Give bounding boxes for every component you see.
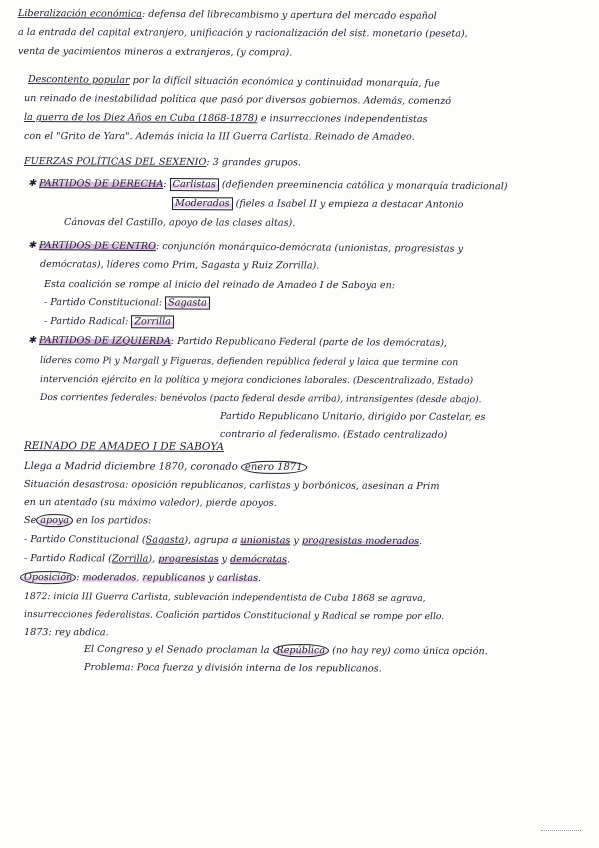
- date-circled: enero 1871: [241, 461, 307, 474]
- term-republicanos: republicanos: [142, 572, 206, 584]
- term-republica-circled: República: [272, 644, 329, 657]
- text-segment: - Partido Radical:: [43, 316, 129, 328]
- term-carlistas: carlistas: [216, 572, 259, 584]
- text-line: [84, 644, 488, 658]
- term-democratas: demócratas: [230, 554, 287, 566]
- text-line: insurrecciones federalistas. Coalición partidos Constitucional y Radical se rompe por ello.: [23, 609, 445, 623]
- text-segment: .: [419, 536, 423, 548]
- text-line: ✱ PARTIDOS DE CENTRO: conjunción monárquico-demócrata (unionistas, progresistas y: [27, 240, 464, 255]
- text-segment: (fieles a Isabel II y empieza a destacar Antonio: [232, 198, 464, 211]
- term-unionistas: unionistas: [240, 535, 291, 547]
- text-line: ✱ PARTIDOS DE IZQUIERDA: Partido Republicano Federal (parte de los demócratas),: [27, 335, 448, 349]
- term-apoya-circled: apoya: [36, 514, 73, 527]
- term-guerra-diez-anos: la guerra de los Diez Años en Cuba (1868-1878): [23, 112, 258, 125]
- text-segment: El Congreso y el Senado proclaman la: [83, 644, 273, 656]
- page-footer-mark: [541, 830, 581, 836]
- text-segment: ),: [148, 553, 159, 565]
- text-line: [20, 572, 261, 585]
- text-segment: y: [205, 572, 217, 584]
- text-line: Situación desastrosa: oposición republicanos, carlistas y borbónicos, asesinan a Prim: [23, 479, 440, 493]
- text-segment: : 3 grandes grupos.: [206, 156, 302, 169]
- text-segment: en los partidos:: [73, 515, 152, 527]
- term-sagasta-box: Sagasta: [165, 296, 210, 309]
- text-line: [18, 8, 437, 23]
- term-liberalizacion: Liberalización económica: [17, 8, 143, 20]
- term-progresistas-moderados: progresistas moderados: [301, 535, 420, 548]
- text-segment: - Partido Radical (: [23, 553, 112, 565]
- text-line: [24, 112, 428, 126]
- text-line: con el "Grito de Yara". Además inicia la III Guerra Carlista. Reinado de Amadeo.: [23, 131, 415, 143]
- text-segment: por la difícil situación económica y continuidad monarquía, fue: [129, 75, 440, 90]
- text-line: ✱ PARTIDOS DE DERECHA: Carlistas (defienden preeminencia católica y monarquía tradicional): [27, 178, 508, 193]
- text-segment: ), agrupa a: [184, 534, 241, 547]
- text-line: en un atentado (su máximo valedor), pierde apoyos.: [23, 497, 277, 509]
- text-line: Esta coalición se rompe al inicio del reinado de Amadeo I de Saboya en:: [43, 279, 396, 292]
- text-line: Problema: Poca fuerza y división interna de los republicanos.: [83, 662, 382, 675]
- text-line: [44, 316, 174, 328]
- heading-derecha: PARTIDOS DE DERECHA: [39, 178, 164, 190]
- text-line: [24, 553, 290, 566]
- text-line: [172, 198, 464, 212]
- text-segment: Llega a Madrid diciembre 1870, coronado: [23, 461, 238, 473]
- section-heading-amadeo: [24, 440, 224, 453]
- text-line: venta de yacimientos mineros a extranjeros, (y compra).: [17, 46, 293, 59]
- term-oposicion-circled: Oposición: [20, 571, 76, 584]
- text-segment: : Partido Republicano Federal (parte de los demócratas),: [170, 335, 448, 349]
- text-line: [24, 515, 151, 527]
- text-segment: : conjunción monárquico-demócrata (unionistas, progresistas y: [155, 241, 464, 255]
- text-segment: - Partido Constitucional (: [23, 534, 146, 546]
- heading-izquierda: PARTIDOS DE IZQUIERDA: [39, 335, 171, 347]
- text-line: un reinado de inestabilidad política que pasó por diversos gobiernos. Además, comenzó: [23, 93, 452, 107]
- term-zorrilla-box: Zorrilla: [131, 315, 174, 328]
- heading-centro: PARTIDOS DE CENTRO: [39, 240, 157, 253]
- text-line: Partido Republicano Unitario, dirigido por Castelar, es: [219, 411, 486, 423]
- text-line: a la entrada del capital extranjero, unificación y racionalización del sist. monetario (peseta),: [17, 27, 468, 40]
- text-line: [24, 534, 422, 548]
- text-segment: .: [258, 572, 262, 584]
- text-line: 1873: rey abdica.: [23, 627, 109, 639]
- text-segment: Se: [23, 515, 37, 527]
- heading-text: REINADO DE AMADEO I DE SABOYA: [23, 440, 225, 454]
- text-line: [24, 461, 307, 474]
- text-line: [28, 74, 440, 90]
- text-segment: ,: [136, 572, 143, 584]
- text-segment: (no hay rey) como única opción.: [329, 645, 488, 658]
- text-line: Cánovas del Castillo, apoyo de las clases altas).: [63, 217, 296, 229]
- text-line: líderes como Pi y Margall y Figueras, defienden república federal y laica que termine con: [39, 355, 459, 369]
- term-moderados: Moderados: [172, 197, 233, 210]
- term-descontento: Descontento popular: [27, 74, 130, 87]
- term-carlistas: Carlistas: [170, 178, 219, 191]
- term-moderados: moderados: [82, 572, 137, 584]
- text-line: demócratas), líderes como Prim, Sagasta y Ruiz Zorrilla).: [39, 259, 320, 272]
- text-segment: - Partido Constitucional:: [43, 297, 163, 309]
- text-segment: .: [286, 554, 291, 566]
- text-line: 1872: inicia III Guerra Carlista, sublevación independentista de Cuba 1868 se agrava,: [23, 591, 426, 605]
- text-segment: y: [290, 535, 302, 547]
- text-segment: :: [76, 572, 83, 584]
- text-line: Dos corrientes federales: benévolos (pacto federal desde arriba), intransigentes (desde abajo).: [39, 392, 482, 406]
- term-progresistas: progresistas: [158, 553, 219, 566]
- term-sagasta: Sagasta: [145, 534, 185, 546]
- text-segment: : defensa del librecambismo y apertura del mercado español: [141, 8, 437, 22]
- term-zorrilla: Zorrilla: [111, 553, 149, 565]
- heading-text: FUERZAS POLÍTICAS DEL SEXENIO: [23, 156, 207, 168]
- text-line: [44, 297, 210, 310]
- section-heading-fuerzas: [24, 156, 301, 169]
- text-line: contrario al federalismo. (Estado centralizado): [219, 429, 448, 441]
- text-segment: (defienden preeminencia católica y monarquía tradicional): [218, 179, 508, 193]
- text-segment: y: [218, 554, 231, 566]
- text-segment: e insurrecciones independentistas: [257, 113, 428, 126]
- text-line: intervención ejército en la política y mejora condiciones laborales. (Descentralizado, Estado): [39, 374, 474, 387]
